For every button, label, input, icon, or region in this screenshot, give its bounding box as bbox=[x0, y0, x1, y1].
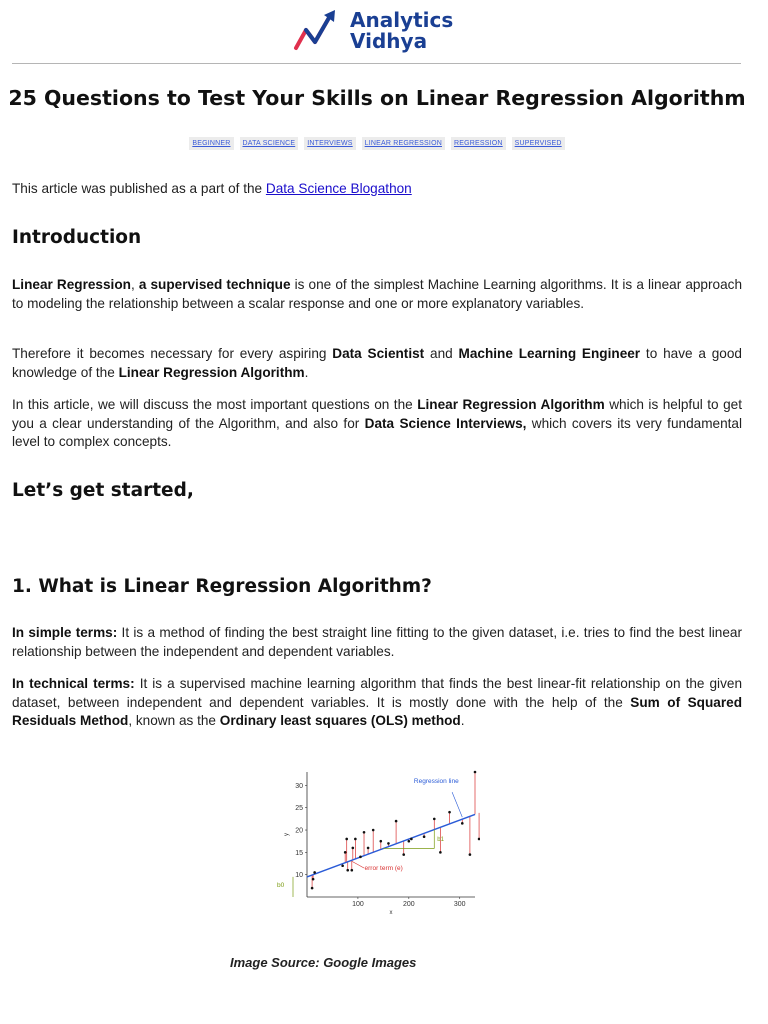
data-point bbox=[363, 831, 366, 834]
question-1-heading: 1. What is Linear Regression Algorithm? bbox=[12, 576, 432, 597]
tag-supervised[interactable]: SUPERVISED bbox=[512, 137, 565, 150]
text: In this article, we will discuss the most important questions on the bbox=[12, 397, 418, 412]
error-label-arrow bbox=[352, 861, 364, 868]
bold-text: Data Science Interviews, bbox=[364, 415, 527, 431]
text: to have a good knowledge of the bbox=[12, 346, 742, 380]
tag-data-science[interactable]: DATA SCIENCE bbox=[240, 137, 299, 150]
bold-text: In simple terms: bbox=[12, 625, 118, 640]
q1-simple-terms bbox=[12, 624, 742, 661]
data-point bbox=[344, 851, 347, 854]
text: is one of the simplest Machine Learning algorithms. It is a linear approach to modeling the relationship between a scalar response and one or more explanatory variables. bbox=[12, 277, 743, 311]
y-tick-label: 15 bbox=[295, 849, 303, 857]
data-point bbox=[372, 829, 375, 832]
data-point bbox=[352, 847, 355, 850]
data-point bbox=[433, 818, 436, 821]
regression-chart bbox=[270, 766, 480, 916]
y-axis-label: y bbox=[284, 833, 290, 836]
lets-get-started-heading: Let’s get started, bbox=[12, 480, 194, 501]
bold-text: Linear Regression Algorithm bbox=[118, 364, 305, 380]
regression-figure bbox=[270, 766, 480, 916]
data-point bbox=[469, 853, 472, 856]
tag-linear-regression[interactable]: LINEAR REGRESSION bbox=[362, 137, 445, 150]
intro-paragraph-1 bbox=[12, 276, 742, 313]
logo-text bbox=[350, 10, 453, 52]
y-tick-label: 30 bbox=[295, 782, 303, 790]
data-point bbox=[402, 853, 405, 856]
data-point bbox=[345, 838, 348, 841]
intercept-label: b0 bbox=[277, 881, 285, 889]
bold-text: In technical terms: bbox=[12, 676, 135, 691]
intro-paragraph-3 bbox=[12, 396, 742, 452]
regression-line-label: Regression line bbox=[413, 778, 459, 786]
text: which is helpful to get you a clear understanding of the Algorithm, and also for bbox=[12, 397, 743, 431]
data-point bbox=[359, 856, 362, 859]
data-point bbox=[367, 847, 370, 850]
data-point bbox=[439, 851, 442, 854]
text: , bbox=[130, 277, 139, 292]
data-point bbox=[448, 811, 451, 814]
bold-text: Machine Learning Engineer bbox=[458, 346, 641, 361]
y-tick-label: 25 bbox=[295, 805, 303, 813]
intro-paragraph-2 bbox=[12, 345, 742, 382]
published-prefix: This article was published as a part of the bbox=[12, 181, 266, 196]
bold-text: Ordinary least squares (OLS) method bbox=[219, 713, 461, 729]
data-point bbox=[410, 838, 413, 841]
data-point bbox=[351, 869, 354, 872]
tag-regression[interactable]: REGRESSION bbox=[451, 137, 506, 150]
data-point bbox=[423, 835, 426, 838]
text: and bbox=[424, 346, 459, 361]
text: It is a method of finding the best straight line fitting to the given dataset, i.e. tries to find the best linear relationship between the independent and dependent variables. bbox=[12, 625, 742, 659]
text: , known as the bbox=[128, 713, 220, 729]
blogathon-link[interactable]: Data Science Blogathon bbox=[265, 181, 412, 196]
intro-heading: Introduction bbox=[12, 227, 142, 248]
tag-beginner[interactable]: BEGINNER bbox=[189, 137, 233, 150]
bold-text: Data Scientist bbox=[332, 346, 425, 361]
data-point bbox=[380, 840, 383, 843]
bold-text: a supervised technique bbox=[138, 277, 291, 292]
logo-line-1: Analytics bbox=[350, 8, 454, 32]
text: . bbox=[304, 364, 309, 380]
x-axis-label: x bbox=[389, 910, 393, 916]
data-point bbox=[408, 840, 411, 843]
published-note bbox=[12, 180, 742, 199]
y-tick-label: 10 bbox=[295, 872, 303, 880]
data-point bbox=[395, 820, 398, 823]
data-point bbox=[461, 822, 464, 825]
data-point bbox=[346, 869, 349, 872]
data-point bbox=[313, 871, 316, 874]
data-point bbox=[341, 864, 344, 867]
article-title: 25 Questions to Test Your Skills on Linear Regression Algorithm bbox=[8, 86, 746, 110]
tag-list bbox=[0, 137, 754, 150]
bold-text: Sum of Squared Residuals Method bbox=[12, 694, 742, 729]
tag-interviews[interactable]: INTERVIEWS bbox=[304, 137, 355, 150]
text: which covers its very fundamental level to complex concepts. bbox=[12, 415, 743, 450]
text: It is a supervised machine learning algorithm that finds the best linear-fit relationship on the given dataset, between independent and dependent variables. It is mostly done with the help of the bbox=[12, 676, 742, 710]
text: Therefore it becomes necessary for every aspiring bbox=[12, 346, 333, 361]
header-divider bbox=[12, 63, 741, 64]
logo-line-2: Vidhya bbox=[350, 29, 428, 53]
text: . bbox=[460, 713, 465, 729]
x-tick-label: 100 bbox=[352, 901, 364, 908]
q1-technical-terms bbox=[12, 675, 742, 731]
data-point bbox=[311, 887, 314, 890]
site-logo[interactable] bbox=[290, 8, 470, 56]
slope-label: b1 bbox=[437, 837, 444, 844]
image-caption: Image Source: Google Images bbox=[230, 955, 417, 970]
bold-text: Linear Regression bbox=[12, 277, 131, 292]
data-point bbox=[312, 878, 315, 881]
data-point bbox=[478, 838, 480, 841]
data-point bbox=[354, 838, 357, 841]
bold-text: Linear Regression Algorithm bbox=[417, 397, 605, 412]
x-tick-label: 200 bbox=[402, 901, 415, 908]
y-tick-label: 20 bbox=[295, 827, 303, 835]
regression-label-arrow bbox=[452, 792, 462, 817]
data-point bbox=[387, 842, 390, 845]
error-term-label: error term (e) bbox=[364, 864, 403, 872]
analytics-vidhya-logo-icon bbox=[290, 8, 348, 54]
data-point bbox=[474, 771, 477, 774]
x-tick-label: 300 bbox=[453, 901, 466, 908]
